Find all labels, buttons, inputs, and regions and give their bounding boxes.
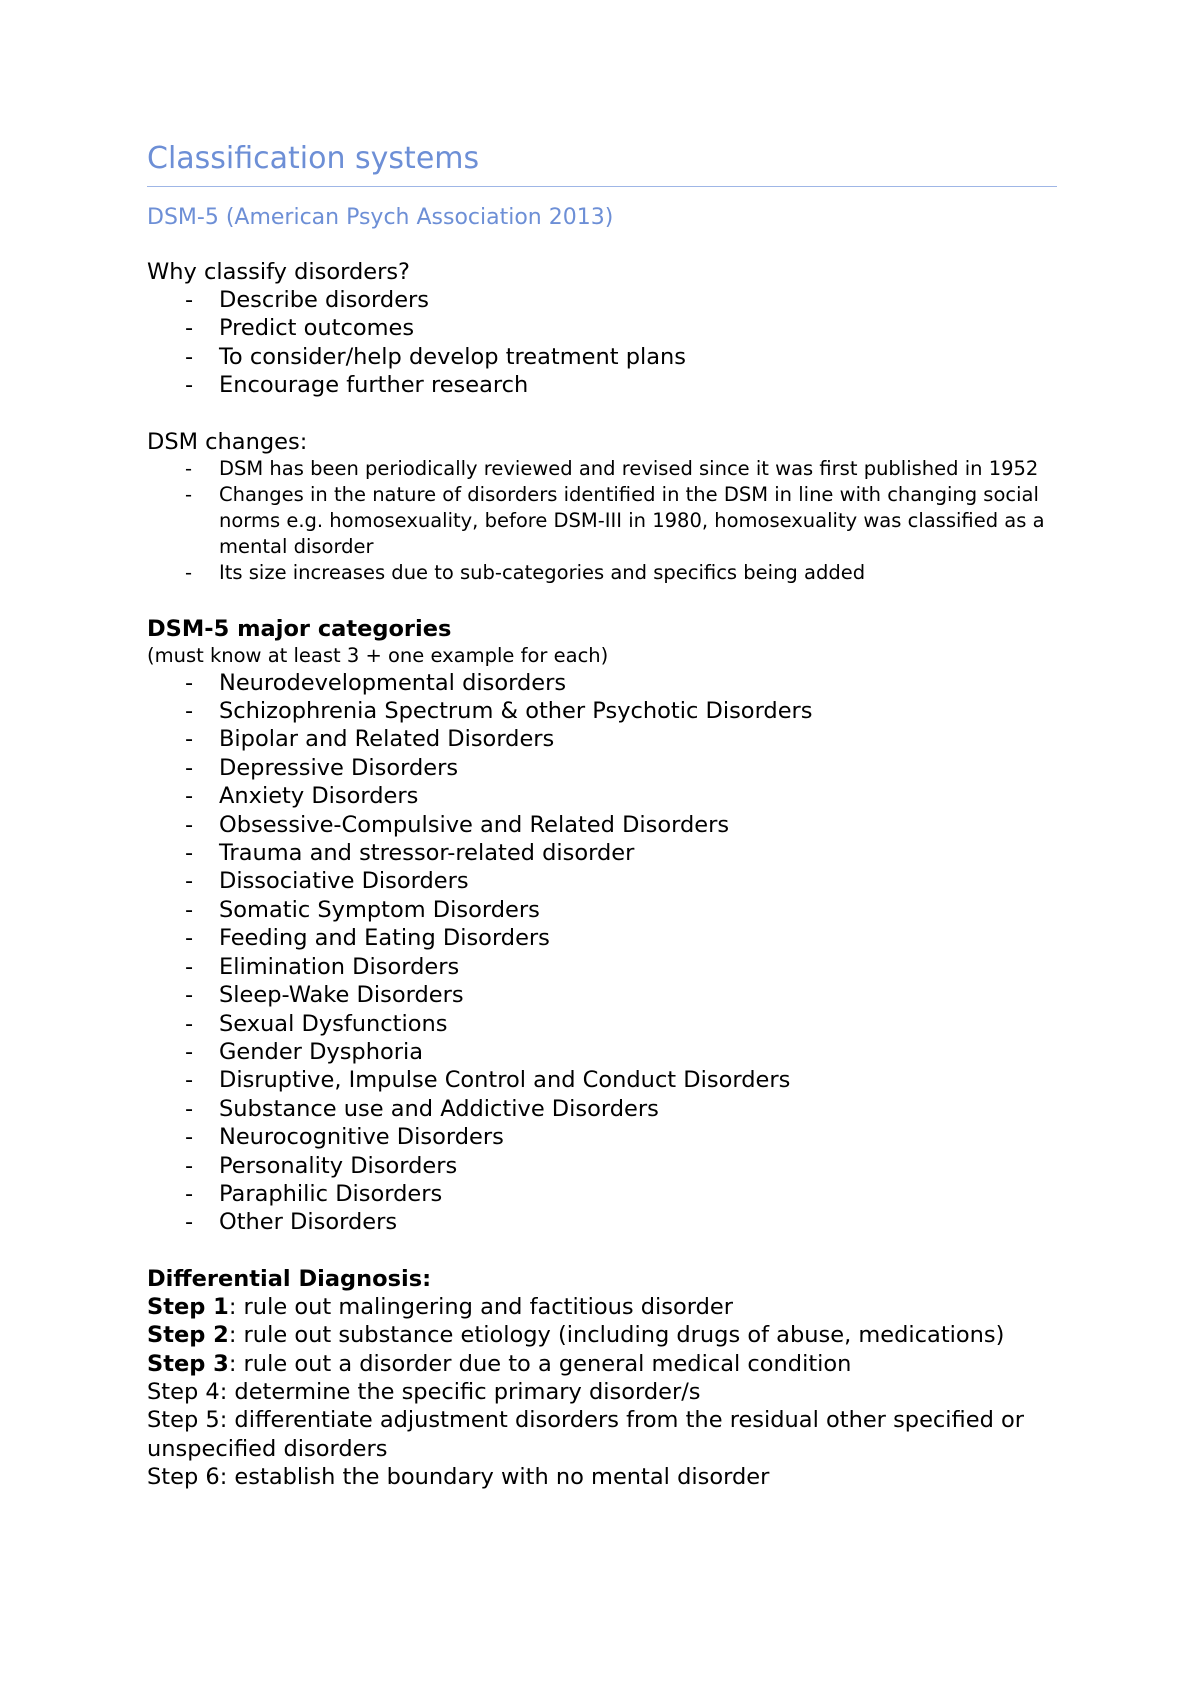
categories-list <box>147 669 1057 1237</box>
diagnosis-step: Step 6: establish the boundary with no mental disorder <box>147 1464 770 1491</box>
list-item: - Feeding and Eating Disorders <box>185 925 550 952</box>
list-item: - Schizophrenia Spectrum & other Psychotic Disorders <box>185 698 813 725</box>
changes-list <box>147 456 1057 586</box>
list-item: - Paraphilic Disorders <box>185 1180 443 1207</box>
list-item: - Anxiety Disorders <box>185 783 419 810</box>
diagnosis-section <box>147 1265 1057 1492</box>
list-item: - Sexual Dysfunctions <box>185 1010 448 1037</box>
why-heading: Why classify disorders? <box>147 259 410 285</box>
categories-heading: DSM-5 major categories <box>147 615 452 642</box>
list-item: - To consider/help develop treatment plans <box>185 343 687 370</box>
diagnosis-step: Step 3: rule out a disorder due to a general medical condition <box>147 1350 852 1377</box>
categories-section <box>147 615 1057 1237</box>
changes-section <box>147 428 1057 586</box>
list-item: - Neurocognitive Disorders <box>185 1124 504 1151</box>
list-item: - Predict outcomes <box>185 315 415 342</box>
why-section <box>147 258 1057 400</box>
list-item: - Sleep-Wake Disorders <box>185 982 464 1009</box>
list-item: - Depressive Disorders <box>185 754 459 781</box>
list-item: - Trauma and stressor-related disorder <box>185 840 635 867</box>
list-item: - Disruptive, Impulse Control and Conduct Disorders <box>185 1067 791 1094</box>
page-title: Classification systems <box>147 140 1057 187</box>
changes-heading: DSM changes: <box>147 428 308 455</box>
list-item: - Somatic Symptom Disorders <box>185 896 540 923</box>
list-item: - Its size increases due to sub-categories and specifics being added <box>185 560 866 584</box>
list-item: - Substance use and Addictive Disorders <box>185 1095 659 1122</box>
list-item: - Encourage further research <box>185 372 529 399</box>
list-item: - Dissociative Disorders <box>185 868 469 895</box>
list-item: - Obsessive-Compulsive and Related Disorders <box>185 811 730 838</box>
list-item: - Changes in the nature of disorders identified in the DSM in line with changing social norms e.g. homosexuality, before DSM-III in 1980, homosexuality was classified as a mental disorder <box>185 482 1045 558</box>
list-item: - Other Disorders <box>185 1209 398 1236</box>
diagnosis-step: Step 1: rule out malingering and factitious disorder <box>147 1293 733 1320</box>
list-item: - Bipolar and Related Disorders <box>185 726 555 753</box>
diagnosis-heading: Differential Diagnosis: <box>147 1265 432 1292</box>
diagnosis-step: Step 4: determine the specific primary disorder/s <box>147 1378 701 1405</box>
why-list <box>147 286 1057 400</box>
diagnosis-step: Step 2: rule out substance etiology (including drugs of abuse, medications) <box>147 1322 1005 1349</box>
diagnosis-step: Step 5: differentiate adjustment disorders from the residual other specified or unspecified disorders <box>147 1407 1025 1462</box>
list-item: - Personality Disorders <box>185 1152 458 1179</box>
categories-note: (must know at least 3 + one example for each) <box>147 643 609 667</box>
list-item: - Elimination Disorders <box>185 953 460 980</box>
page-subtitle: DSM-5 (American Psych Association 2013) <box>147 205 614 230</box>
list-item: - Neurodevelopmental disorders <box>185 669 567 696</box>
document-content <box>147 140 1057 1492</box>
list-item: - Gender Dysphoria <box>185 1038 424 1065</box>
list-item: - Describe disorders <box>185 287 430 313</box>
list-item: - DSM has been periodically reviewed and revised since it was first published in 1952 <box>185 456 1039 480</box>
